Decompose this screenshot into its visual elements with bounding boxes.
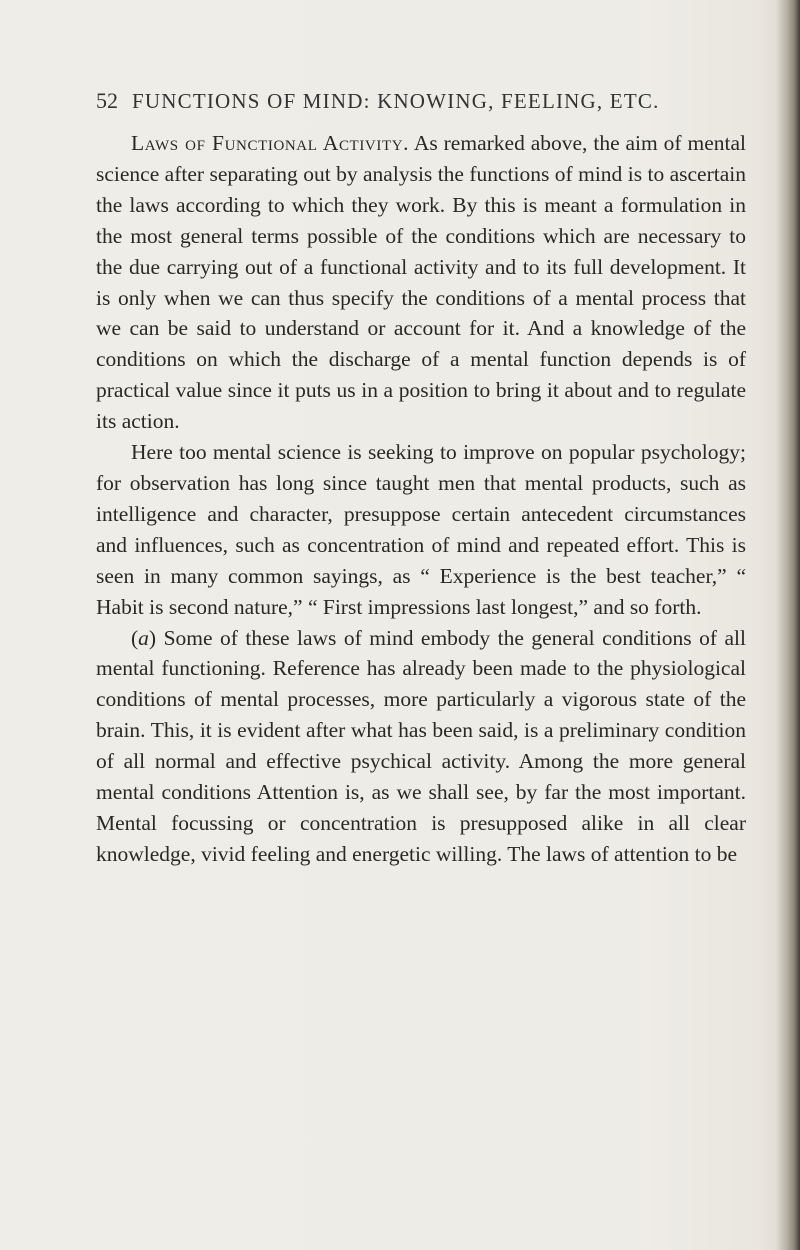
- running-head: [96, 88, 756, 118]
- body-text: [96, 128, 746, 1188]
- paragraph-general-conditions: [96, 623, 746, 870]
- page-number: 52: [96, 88, 118, 113]
- paragraph-text: Here too mental science is seeking to improve on popular psychology; for observation has long since taught men that mental products, such as intelligence and character, presuppose certain antecedent circumstances and influences, such as concentration of mind and repeated effort. This is seen in many common sayings, as “ Experience is the best teacher,” “ Habit is second nature,” “ First impressions last longest,” and so forth.: [96, 440, 746, 619]
- running-title: FUNCTIONS OF MIND: KNOWING, FEELING, ETC.: [132, 89, 660, 113]
- paragraph-laws-of-functional-activity: [96, 128, 746, 437]
- section-heading: Laws of Functional Activity.: [131, 131, 410, 155]
- paragraph-popular-psychology: [96, 437, 746, 622]
- paragraph-text: As remarked above, the aim of mental science after separating out by analysis the functions of mind is to ascertain the laws according to which they work. By this is meant a formulation in the most general terms possible of the conditions which are necessary to the due carrying out of a functional activity and to its full development. It is only when we can thus specify the conditions of a mental process that we can be said to understand or account for it. And a knowledge of the conditions on which the discharge of a mental function depends is of practical value since it puts us in a position to bring it about and to regulate its action.: [96, 131, 746, 434]
- list-marker: (a): [131, 625, 157, 650]
- page-edge-shadow: [776, 0, 800, 1250]
- paragraph-text: Some of these laws of mind embody the general conditions of all mental functioning. Reference has already been made to the physiological conditions of mental processes, more particularly a vigorous state of the brain. This, it is evident after what has been said, is a preliminary condition of all normal and effective psychical activity. Among the more general mental conditions Attention is, as we shall see, by far the most important. Mental focussing or concentration is presupposed alike in all clear knowledge, vivid feeling and energetic willing. The laws of attention to be: [96, 625, 746, 866]
